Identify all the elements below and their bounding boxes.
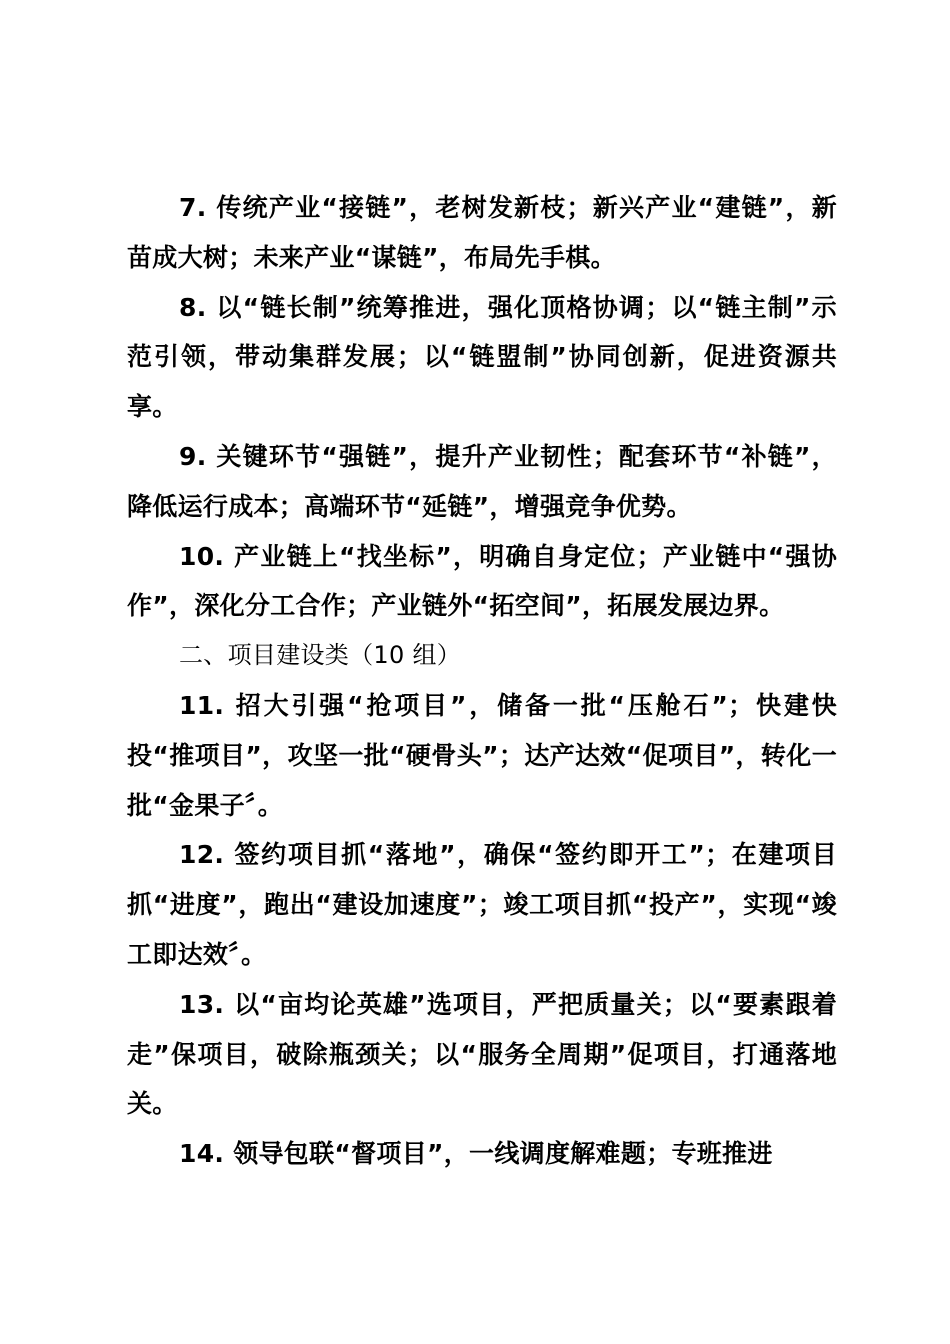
paragraph-10: 10. 产业链上“找坐标”，明确自身定位；产业链中“强协作”，深化分工合作；产业链外“拓空间”，拓展发展边界。 (127, 541, 837, 621)
paragraph-9: 9. 关键环节“强链”，提升产业韧性；配套环节“补链”，降低运行成本；高端环节“延链”，增强竞争优势。 (127, 441, 837, 521)
paragraph-7: 7. 传统产业“接链”，老树发新枝；新兴产业“建链”，新苗成大树；未来产业“谋链”，布局先手棋。 (127, 193, 837, 272)
paragraph-8: 8. 以“链长制”统筹推进，强化顶格协调；以“链主制”示范引领，带动集群发展；以“链盟制”协同创新，促进资源共享。 (127, 292, 837, 422)
paragraph-13: 13. 以“亩均论英雄”选项目，严把质量关；以“要素跟着走”保项目，破除瓶颈关；以“服务全周期”促项目，打通落地关。 (127, 989, 837, 1119)
document-body (127, 183, 837, 1179)
paragraph-14: 14. 领导包联“督项目”，一线调度解难题；专班推进 (179, 1139, 773, 1169)
paragraph-11: 11. 招大引强“抢项目”，储备一批“压舱石”；快建快投“推项目”，攻坚一批“硬骨头”；达产达效“促项目”，转化一批“金果子〞。 (127, 690, 837, 820)
section-heading: 二、项目建设类（10 组） (179, 641, 462, 670)
paragraph-12: 12. 签约项目抓“落地”，确保“签约即开工”；在建项目抓“进度”，跑出“建设加速度”；竣工项目抓“投产”，实现“竣工即达效〞。 (127, 840, 837, 969)
